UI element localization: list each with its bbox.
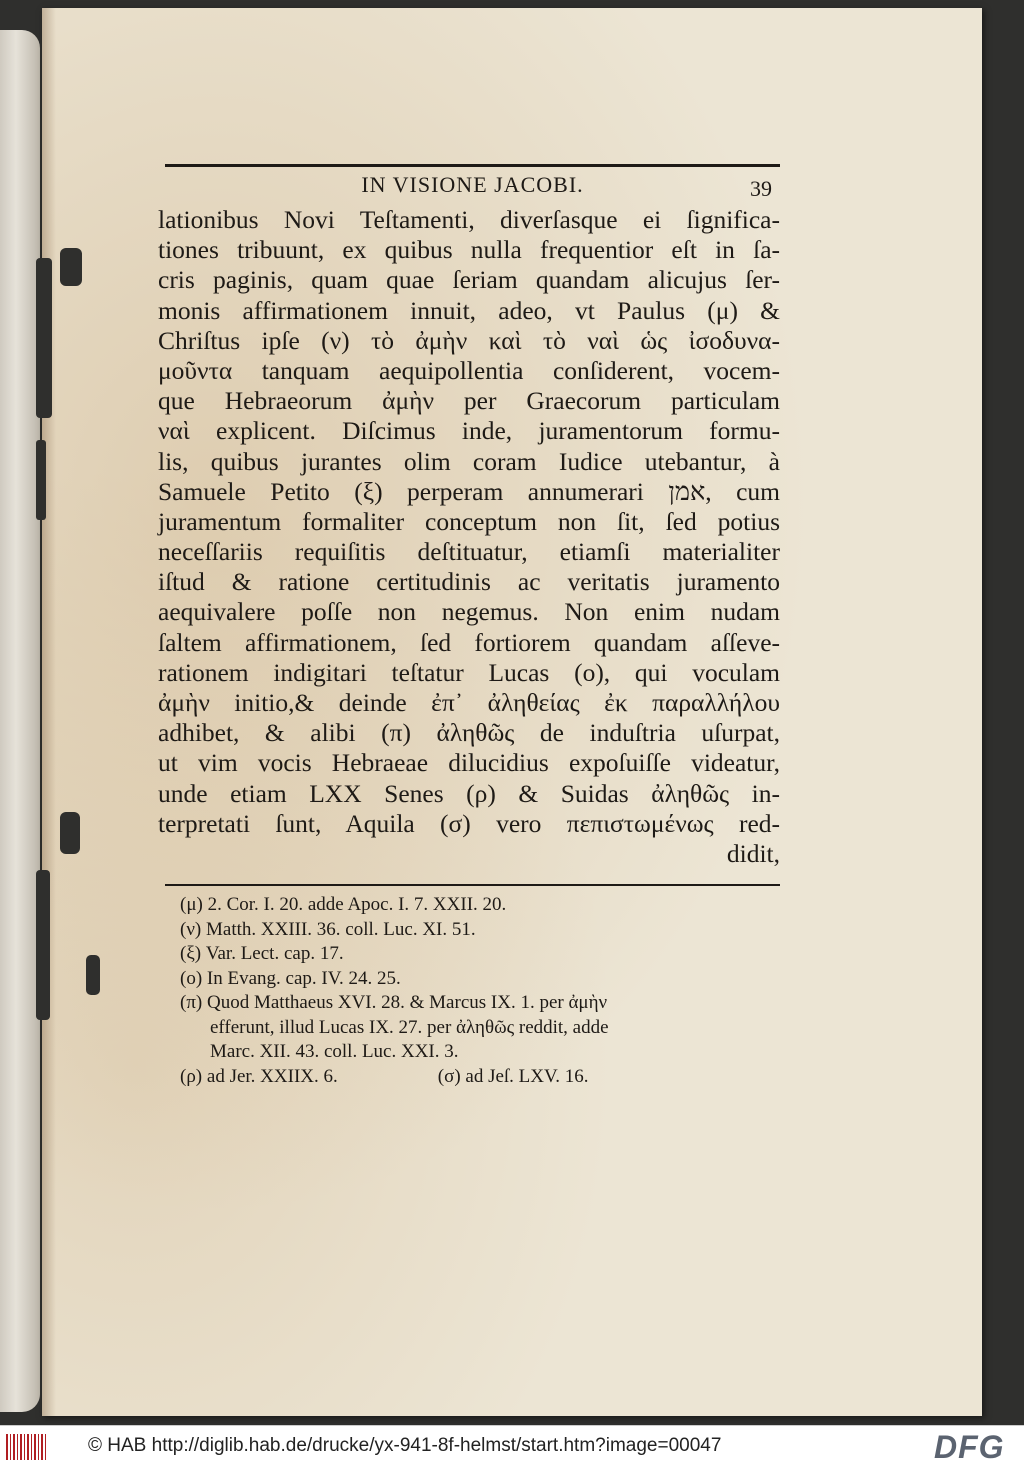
text-line: ut vim vocis Hebraeae dilucidius expoſuiſſe videatur, <box>158 748 780 778</box>
damage-hole <box>36 870 50 1020</box>
footnotes <box>180 893 780 1089</box>
text-line: terpretati ſunt, Aquila (σ) vero πεπιστωμένως red- <box>158 808 780 838</box>
barcode-icon <box>6 1434 48 1460</box>
footnote-rho: (ρ) ad Jer. XXIIX. 6. <box>180 1065 338 1087</box>
footnote-row <box>180 1065 780 1090</box>
text-line: rationem indigitari teſtatur Lucas (ο), qui voculam <box>158 657 780 687</box>
text-line: neceſſariis requiſitis deſtituatur, etiamſi materialiter <box>158 537 780 567</box>
damage-hole <box>36 258 52 418</box>
credit-bar <box>0 1425 1024 1468</box>
credit-link[interactable]: © HAB http://diglib.hab.de/drucke/yx-941-8f-helmst/start.htm?image=00047 <box>88 1435 722 1456</box>
facing-page-edge <box>0 30 40 1412</box>
footnote-pi-continued: Marc. XII. 43. coll. Luc. XXI. 3. <box>210 1041 459 1062</box>
text-line: tiones tribuunt, ex quibus nulla frequentior eſt in ſa- <box>158 235 780 265</box>
page-gutter-shadow <box>42 8 56 1416</box>
body-text <box>158 205 780 869</box>
text-line: monis affirmationem innuit, adeo, vt Paulus (μ) & <box>158 295 780 325</box>
footnote-nu: (ν) Matth. XXIII. 36. coll. Luc. XI. 51. <box>180 918 476 940</box>
text-line: ſaltem affirmationem, ſed fortiorem quandam aſſeve- <box>158 627 780 657</box>
damage-hole <box>36 440 46 520</box>
text-line: lationibus Novi Teſtamenti, diverſasque ei ſignifica- <box>158 205 780 234</box>
text-line: que Hebraeorum ἀμὴν per Graecorum particulam <box>158 386 780 416</box>
running-head <box>165 170 780 204</box>
text-line: aequivalere poſſe non negemus. Non enim nudam <box>158 597 780 627</box>
text-line: iſtud & ratione certitudinis ac veritatis juramento <box>158 567 780 597</box>
text-line: cris paginis, quam quae ſeriam quandam alicujus ſer- <box>158 265 780 295</box>
text-line: lis, quibus jurantes olim coram Iudice utebantur, à <box>158 446 780 476</box>
dfg-logo: DFG <box>934 1429 1005 1465</box>
catchword-line: didit, <box>726 838 780 868</box>
footnote-mu: (μ) 2. Cor. I. 20. adde Apoc. I. 7. XXII. 20. <box>180 894 507 915</box>
page-number: 39 <box>750 176 772 201</box>
text-line: Chriſtus ipſe (ν) τὸ ἀμὴν καὶ τὸ ναὶ ὡς ἰσοδυνα- <box>158 325 780 355</box>
text-line: unde etiam LXX Senes (ρ) & Suidas ἀληθῶς in- <box>158 778 780 808</box>
damage-hole <box>86 955 100 995</box>
footnote-pi: (π) Quod Matthaeus XVI. 28. & Marcus IX. 1. per ἀμὴν <box>180 992 608 1013</box>
damage-hole <box>60 248 82 286</box>
text-line: juramentum formaliter conceptum non ſit, ſed potius <box>158 506 780 536</box>
header-rule <box>165 164 780 167</box>
text-line: ναὶ explicent. Diſcimus inde, juramentorum formu- <box>158 416 780 446</box>
damage-hole <box>60 812 80 854</box>
footnote-rule <box>165 884 780 886</box>
footnote-omicron: (ο) In Evang. cap. IV. 24. 25. <box>180 967 401 989</box>
footnote-sigma: (σ) ad Jeſ. LXV. 16. <box>437 1065 589 1087</box>
text-line: μοῦντα tanquam aequipollentia conſiderent, vocem- <box>158 355 780 385</box>
footnote-xi: (ξ) Var. Lect. cap. 17. <box>180 943 344 964</box>
text-line: ἀμὴν initio,& deinde ἐπ᾽ ἀληθείας ἐκ παραλλήλου <box>158 688 780 717</box>
footnote-pi-continued: efferunt, illud Lucas IX. 27. per ἀληθῶς reddit, adde <box>210 1016 609 1038</box>
text-line: Samuele Petito (ξ) perperam annumerari אמן, cum <box>158 476 781 506</box>
text-line: adhibet, & alibi (π) ἀληθῶς de induſtria uſurpat, <box>158 718 780 748</box>
running-title: IN VISIONE JACOBI. <box>361 172 584 197</box>
